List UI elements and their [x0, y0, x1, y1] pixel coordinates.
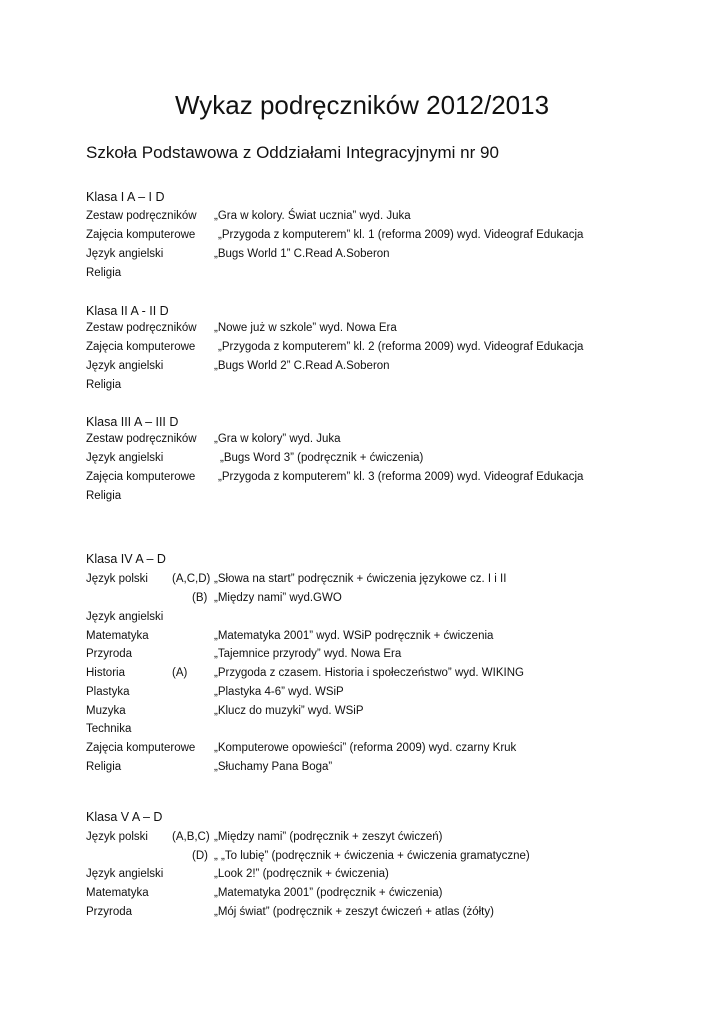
table-row: [0, 431, 724, 449]
subject: Zajęcia komputerowe: [86, 742, 196, 754]
subject: Język angielski: [86, 452, 164, 464]
table-row: [0, 665, 724, 683]
page-title: Wykaz podręczników 2012/2013: [174, 90, 550, 120]
subject: Zestaw podręczników: [86, 322, 197, 334]
book: „Przygoda z komputerem” kl. 3 (reforma 2009) wyd. Videograf Edukacja: [218, 471, 584, 483]
book: „Bugs World 1” C.Read A.Soberon: [214, 248, 390, 260]
subject: Historia: [86, 667, 125, 679]
book: „Tajemnice przyrody” wyd. Nowa Era: [214, 648, 402, 660]
book: „Gra w kolory” wyd. Juka: [214, 433, 341, 445]
subject: Plastyka: [86, 686, 130, 698]
table-row: [0, 703, 724, 721]
subject: Matematyka: [86, 630, 149, 642]
subject: Technika: [86, 723, 132, 735]
table-row: [0, 358, 724, 376]
book: „Bugs Word 3” (podręcznik + ćwiczenia): [220, 452, 424, 464]
table-row: [0, 885, 724, 903]
table-row: [0, 377, 724, 395]
table-row: [0, 208, 724, 226]
table-row: [0, 628, 724, 646]
subject: Zajęcia komputerowe: [86, 229, 196, 241]
school-name: Szkoła Podstawowa z Oddziałami Integracyjnymi nr 90: [86, 143, 499, 162]
subject: Język polski: [86, 573, 148, 585]
book: „Komputerowe opowieści” (reforma 2009) wyd. czarny Kruk: [214, 742, 517, 754]
subject: Zajęcia komputerowe: [86, 341, 196, 353]
subject: Zestaw podręczników: [86, 433, 197, 445]
group: (A): [172, 667, 188, 679]
subject: Przyroda: [86, 906, 133, 918]
table-row: [0, 488, 724, 506]
subject: Zajęcia komputerowe: [86, 471, 196, 483]
book: „Mój świat” (podręcznik + zeszyt ćwiczeń + atlas (żółty): [214, 906, 494, 918]
book: „Klucz do muzyki” wyd. WSiP: [214, 705, 364, 717]
subject: Zestaw podręczników: [86, 210, 197, 222]
book: „Bugs World 2” C.Read A.Soberon: [214, 360, 390, 372]
table-row: [0, 721, 724, 739]
group: (D): [192, 850, 208, 862]
subject: Religia: [86, 267, 122, 279]
table-row: [0, 684, 724, 702]
table-row: [0, 829, 724, 847]
subject: Język angielski: [86, 248, 164, 260]
subject: Religia: [86, 379, 122, 391]
book: „Matematyka 2001” wyd. WSiP podręcznik + ćwiczenia: [214, 630, 494, 642]
subject: Język angielski: [86, 360, 164, 372]
subject: Muzyka: [86, 705, 126, 717]
book: „Matematyka 2001” (podręcznik + ćwiczenia): [214, 887, 443, 899]
subject: Przyroda: [86, 648, 133, 660]
table-row: [0, 759, 724, 777]
book: „Look 2!” (podręcznik + ćwiczenia): [214, 868, 389, 880]
table-row: [0, 740, 724, 758]
table-row: [0, 320, 724, 338]
subject: Język angielski: [86, 868, 164, 880]
book: „Plastyka 4-6” wyd. WSiP: [214, 686, 344, 698]
section-heading: Klasa III A – III D: [86, 415, 179, 429]
book: „Między nami” (podręcznik + zeszyt ćwiczeń): [214, 831, 443, 843]
book: „ „To lubię” (podręcznik + ćwiczenia + ćwiczenia gramatyczne): [214, 850, 530, 862]
subject: Religia: [86, 490, 122, 502]
book: „Nowe już w szkole” wyd. Nowa Era: [214, 322, 397, 334]
subject: Język angielski: [86, 611, 164, 623]
section-heading: Klasa IV A – D: [86, 552, 166, 566]
book: „Gra w kolory. Świat ucznia” wyd. Juka: [214, 210, 411, 222]
subject: Język polski: [86, 831, 148, 843]
group: (A,C,D): [172, 573, 211, 585]
book: „Przygoda z komputerem” kl. 2 (reforma 2009) wyd. Videograf Edukacja: [218, 341, 584, 353]
table-row: [0, 571, 724, 589]
book: „Słowa na start” podręcznik + ćwiczenia językowe cz. I i II: [214, 573, 507, 585]
table-row: [0, 339, 724, 357]
table-row: [0, 450, 724, 468]
table-row: [0, 848, 724, 866]
table-row: [0, 646, 724, 664]
table-row: [0, 227, 724, 245]
table-row: [0, 469, 724, 487]
subject: Matematyka: [86, 887, 149, 899]
group: (B): [192, 592, 208, 604]
book: „Przygoda z czasem. Historia i społeczeństwo” wyd. WIKING: [214, 667, 524, 679]
table-row: [0, 246, 724, 264]
section-heading: Klasa V A – D: [86, 810, 163, 824]
book: „Między nami” wyd.GWO: [214, 592, 342, 604]
section-heading: Klasa I A – I D: [86, 190, 165, 204]
table-row: [0, 866, 724, 884]
subject: Religia: [86, 761, 122, 773]
book: „Słuchamy Pana Boga”: [214, 761, 333, 773]
table-row: [0, 609, 724, 627]
book: „Przygoda z komputerem” kl. 1 (reforma 2009) wyd. Videograf Edukacja: [218, 229, 584, 241]
section-heading: Klasa II A - II D: [86, 304, 169, 318]
table-row: [0, 590, 724, 608]
table-row: [0, 265, 724, 283]
group: (A,B,C): [172, 831, 210, 843]
table-row: [0, 904, 724, 922]
